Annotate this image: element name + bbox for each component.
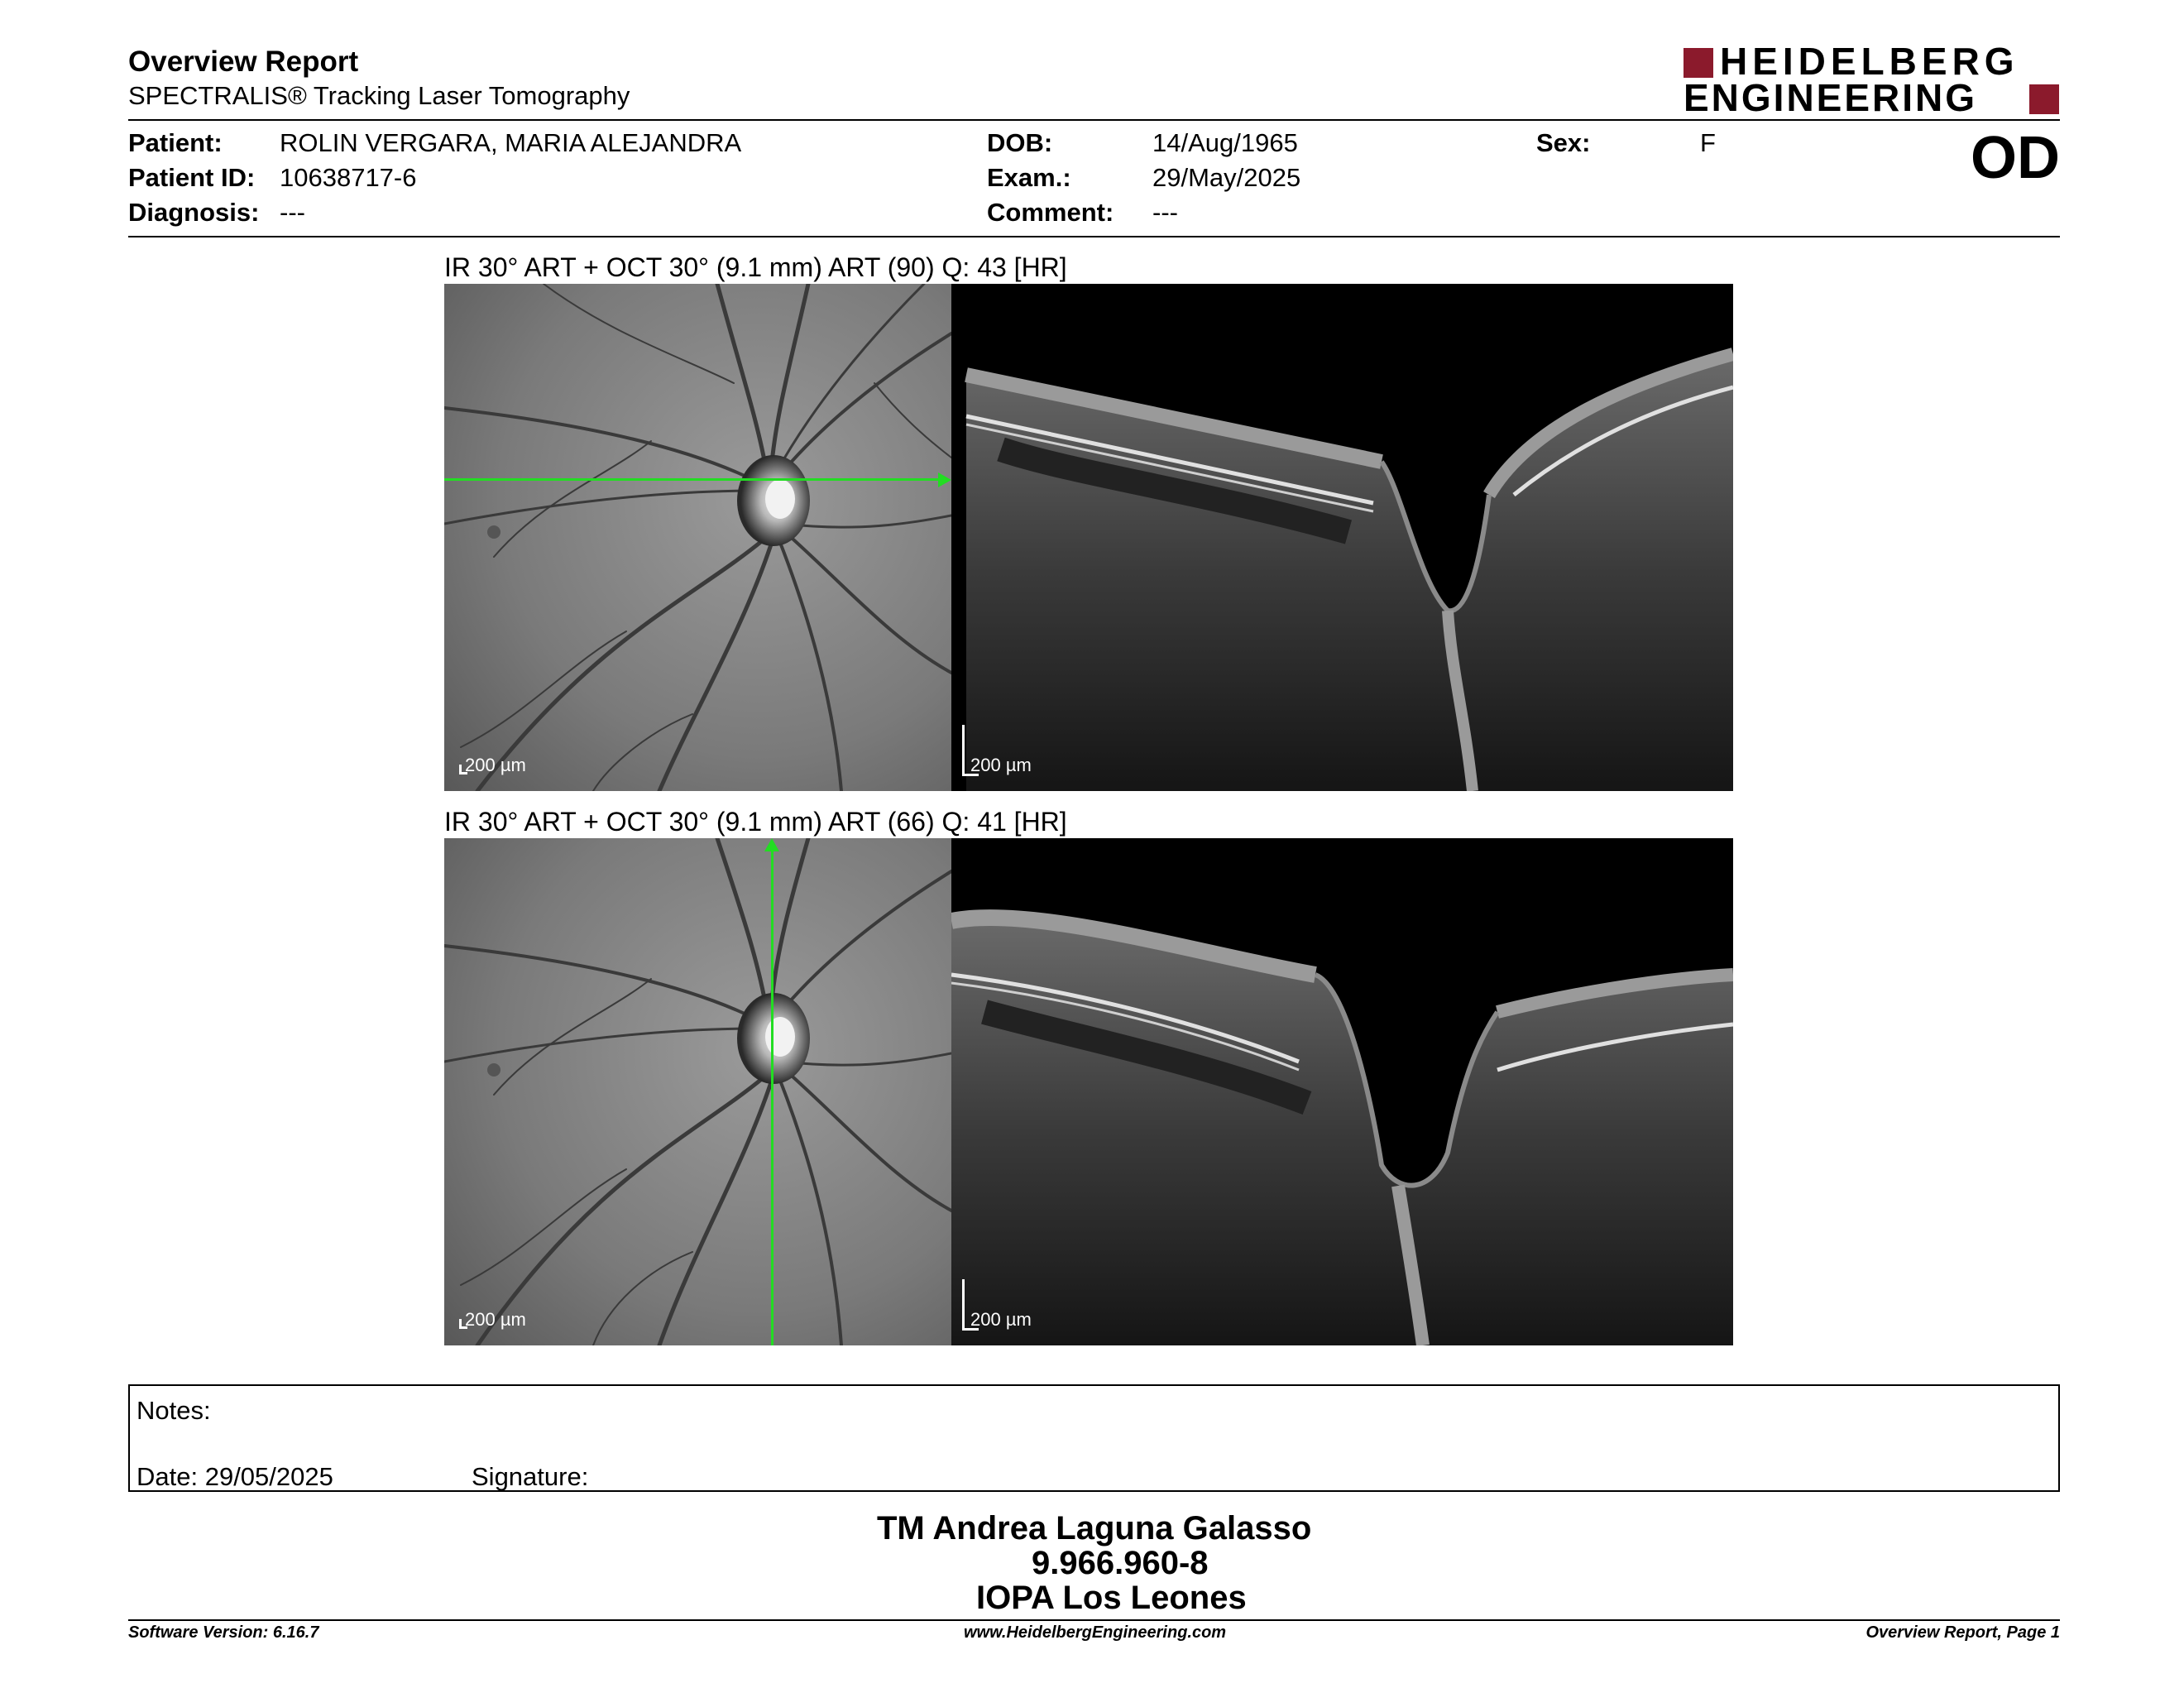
scan-2-fundus-image	[444, 838, 951, 1345]
scan-1-fundus-image	[444, 284, 951, 791]
sex-label: Sex:	[1536, 128, 1591, 157]
signature-label: Signature:	[472, 1462, 589, 1491]
notes-box[interactable]	[128, 1384, 2060, 1492]
diagnosis-label: Diagnosis:	[128, 198, 260, 227]
heidelberg-logo	[1684, 40, 2064, 119]
website-link[interactable]: www.HeidelbergEngineering.com	[964, 1623, 1227, 1642]
patient-id-label: Patient ID:	[128, 163, 256, 192]
exam-value: 29/May/2025	[1152, 163, 1301, 192]
logo-square-top	[1684, 48, 1713, 78]
date-text: Date: 29/05/2025	[136, 1462, 333, 1491]
scan-2-arrow-icon	[764, 838, 779, 851]
page-indicator: Overview Report, Page 1	[1866, 1623, 2060, 1642]
scan-1-arrow-icon	[938, 472, 951, 487]
scan-1-caption: IR 30° ART + OCT 30° (9.1 mm) ART (90) Q: 43 [HR]	[444, 252, 1067, 282]
patient-label: Patient:	[128, 128, 223, 157]
scan-2-oct-image	[951, 838, 1733, 1345]
scan-2-oct-scale-label: 200 µm	[970, 1309, 1032, 1330]
logo-line-1: HEIDELBERG	[1720, 40, 2019, 83]
comment-value: ---	[1152, 198, 1178, 227]
scan-2-oct-scalebar-icon	[962, 1279, 965, 1331]
scan-1-line	[444, 478, 945, 481]
header-divider	[128, 119, 2060, 121]
report-title: Overview Report	[128, 46, 359, 78]
stamp-name: TM Andrea Laguna Galasso	[877, 1510, 1312, 1547]
scan-2-line	[771, 846, 774, 1345]
scan-2-fundus-scale-label: 200 µm	[465, 1309, 526, 1330]
sex-value: F	[1700, 128, 1716, 157]
exam-label: Exam.:	[987, 163, 1071, 192]
patient-id: 10638717-6	[280, 163, 417, 192]
notes-label: Notes:	[136, 1396, 211, 1425]
scan-1-oct-scalebar-icon	[962, 725, 965, 776]
logo-line-2: ENGINEERING	[1684, 76, 1978, 119]
report-subtitle: SPECTRALIS® Tracking Laser Tomography	[128, 81, 630, 110]
dob-label: DOB:	[987, 128, 1053, 157]
stamp-institution: IOPA Los Leones	[976, 1580, 1247, 1616]
scan-1-fundus-scale-label: 200 µm	[465, 755, 526, 775]
patient-name: ROLIN VERGARA, MARIA ALEJANDRA	[280, 128, 742, 157]
scan-1-oct-image	[951, 284, 1733, 791]
comment-label: Comment:	[987, 198, 1114, 227]
logo-square-bottom	[2029, 84, 2059, 114]
patient-divider	[128, 236, 2060, 237]
scan-1-oct-scale-label: 200 µm	[970, 755, 1032, 775]
footer-divider	[128, 1619, 2060, 1621]
eye-indicator: OD	[1971, 125, 2060, 191]
stamp-id: 9.966.960-8	[1032, 1545, 1209, 1581]
dob-value: 14/Aug/1965	[1152, 128, 1298, 157]
scan-2-caption: IR 30° ART + OCT 30° (9.1 mm) ART (66) Q: 41 [HR]	[444, 807, 1067, 837]
software-version: Software Version: 6.16.7	[128, 1623, 319, 1642]
diagnosis-value: ---	[280, 198, 305, 227]
